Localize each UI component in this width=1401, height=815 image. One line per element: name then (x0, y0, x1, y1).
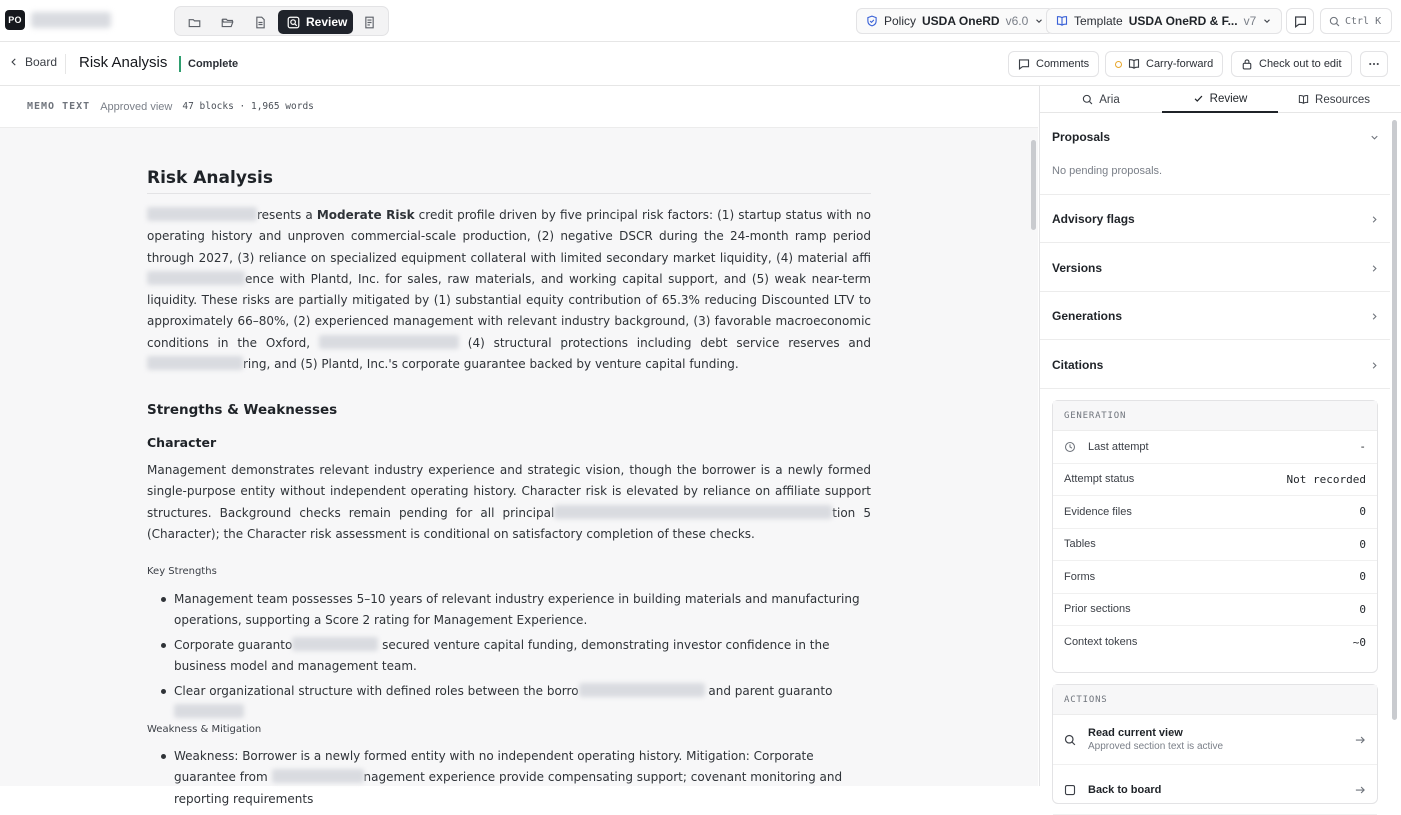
arrow-right-icon (1354, 784, 1366, 796)
citations-section[interactable] (1040, 340, 1390, 389)
generation-row (1053, 464, 1377, 497)
comment-icon (1018, 58, 1030, 70)
back-to-board-link[interactable] (9, 55, 57, 69)
strength-text-a: Clear organizational structure with defined roles between the borro (174, 684, 579, 698)
heading-strengths: Strengths & Weaknesses (147, 402, 338, 418)
redacted-text (292, 637, 378, 651)
book-icon (1056, 15, 1068, 27)
intro-text-c: ence with Plantd, Inc. for sales, raw materials, and working capital support, and (5) weak near-term liquidity. These risks are partially mitigated by (1) substantial equity contribution of 65.3% reducing Discounted LTV to approximately 66–80%, (2) experienced management with relevant industry background, (3) favorable macroeconomic conditions in the Oxford, (147, 271, 871, 350)
template-version: v7 (1243, 14, 1257, 28)
divider (65, 54, 66, 74)
memo-stats: 47 blocks · 1,965 words (182, 101, 314, 112)
character-text-b: tion 5 (Character); the Character risk assessment is conditional on satisfactory completion of these checks. (147, 505, 872, 541)
back-label: Board (25, 55, 58, 69)
weakness-label: Weakness & Mitigation (147, 724, 262, 735)
generation-row (1053, 594, 1377, 627)
chevron-right-icon (1369, 214, 1380, 225)
proposals-section[interactable] (1040, 114, 1390, 195)
carry-forward-label: Carry-forward (1146, 58, 1214, 70)
chevron-down-icon (1034, 16, 1044, 26)
policy-key: Policy (884, 14, 917, 28)
tab-resources-label: Resources (1315, 93, 1370, 106)
check-out-button[interactable] (1231, 51, 1352, 77)
folder-icon[interactable] (185, 13, 203, 31)
memo-label: MEMO TEXT (27, 101, 91, 112)
status-badge: Complete (179, 56, 238, 72)
redacted-text (554, 505, 832, 519)
template-value: USDA OneRD & F... (1128, 14, 1238, 28)
section-title: Generations (1052, 309, 1123, 323)
action-title: Back to board (1088, 783, 1162, 796)
tab-aria[interactable] (1040, 86, 1162, 113)
command-search[interactable] (1320, 8, 1392, 34)
generations-section[interactable] (1040, 292, 1390, 340)
strength-text-b: and parent guaranto (704, 684, 833, 698)
template-selector[interactable] (1046, 8, 1282, 34)
policy-selector[interactable] (856, 8, 1054, 34)
memo-header (0, 86, 1038, 128)
row-label: Context tokens (1064, 636, 1138, 649)
read-current-view-action[interactable] (1053, 715, 1377, 765)
more-button[interactable] (1360, 51, 1388, 77)
row-value: 0 (1359, 505, 1366, 519)
row-label: Forms (1064, 570, 1096, 583)
card-header: ACTIONS (1053, 685, 1377, 715)
tab-aria-label: Aria (1099, 93, 1120, 106)
section-title: Citations (1052, 358, 1104, 372)
book-icon (1128, 58, 1140, 70)
redacted-text (147, 356, 243, 370)
status-dot-icon (1115, 61, 1122, 68)
row-value: 0 (1359, 602, 1366, 616)
key-strengths-label: Key Strengths (147, 566, 217, 577)
page-title: Risk Analysis (79, 54, 168, 71)
review-mode-button[interactable] (278, 10, 353, 34)
tab-review-label: Review (1209, 92, 1248, 105)
redacted-text (147, 207, 257, 221)
chevron-left-icon (9, 57, 19, 67)
heading-character: Character (147, 435, 217, 450)
row-value: - (1359, 440, 1366, 454)
row-label: Evidence files (1064, 505, 1132, 518)
workspace-name-redacted (31, 12, 111, 28)
carry-forward-button[interactable] (1105, 51, 1223, 77)
empty-proposals: No pending proposals. (1052, 165, 1163, 177)
intro-text-b: credit profile driven by five principal risk factors: (1) startup status with no operating history and unproven commercial-scale production, (2) negative DSCR during the 24-month ramp period through 2027, (3) reliance on specialized equipment collateral with limited secondary market liquidity, (4) material affi (147, 208, 871, 265)
chevron-down-icon (1262, 16, 1272, 26)
intro-emphasis: Moderate Risk (316, 208, 415, 222)
document-icon[interactable] (251, 13, 269, 31)
tab-resources[interactable] (1278, 86, 1390, 113)
arrow-right-icon (1354, 734, 1366, 746)
advisory-flags-section[interactable] (1040, 195, 1390, 243)
policy-version: v6.0 (1005, 14, 1029, 28)
folder-open-icon[interactable] (218, 13, 236, 31)
intro-paragraph (147, 205, 871, 375)
generation-row (1053, 561, 1377, 594)
clock-icon (1064, 441, 1076, 453)
review-icon (287, 16, 300, 29)
intro-text-e: ring, and (5) Plantd, Inc.'s corporate guarantee backed by venture capital funding. (243, 357, 739, 372)
intro-text-a: resents a (257, 208, 317, 222)
row-value: ~0 (1352, 635, 1366, 649)
back-to-board-action[interactable] (1053, 765, 1377, 815)
row-value: Not recorded (1286, 472, 1366, 486)
check-out-label: Check out to edit (1259, 58, 1342, 70)
search-icon (1082, 94, 1093, 105)
mode-switcher (174, 6, 389, 36)
actions-card (1052, 684, 1378, 804)
search-icon (1329, 16, 1340, 27)
document-area (0, 128, 1038, 806)
chevron-down-icon (1369, 132, 1380, 143)
review-panel (1039, 86, 1400, 796)
chevron-right-icon (1369, 263, 1380, 274)
divider (147, 193, 871, 194)
lock-icon (1241, 58, 1253, 70)
policy-value: USDA OneRD (922, 14, 1000, 28)
template-key: Template (1074, 14, 1123, 28)
versions-section[interactable] (1040, 243, 1390, 292)
redacted-text (147, 271, 245, 285)
action-subtitle: Approved section text is active (1088, 741, 1224, 752)
generation-row (1053, 496, 1377, 529)
intro-text-d: (4) structural protections including debt service reserves and (458, 335, 871, 350)
check-icon (1193, 93, 1204, 104)
generation-row (1053, 431, 1377, 464)
search-icon (1064, 734, 1076, 746)
row-value: 0 (1359, 537, 1366, 551)
redacted-text (319, 335, 459, 349)
redacted-text (579, 683, 705, 697)
chat-icon (1294, 15, 1307, 28)
book-icon (1298, 94, 1309, 105)
generation-row (1053, 529, 1377, 562)
panel-tabs (1040, 86, 1401, 113)
chevron-right-icon (1369, 360, 1380, 371)
row-label: Attempt status (1064, 473, 1135, 486)
list-item (174, 681, 871, 724)
search-shortcut: Ctrl K (1345, 15, 1382, 27)
section-title: Versions (1052, 261, 1103, 275)
workspace-avatar[interactable]: PO (5, 10, 25, 30)
list-item (174, 746, 871, 810)
section-title: Proposals (1052, 130, 1111, 144)
weakness-text-a: Weakness: Borrower is a newly formed entity with no independent operating history. Mitigation: Corporate guarantee from (174, 749, 814, 785)
chevron-right-icon (1369, 311, 1380, 322)
more-icon (1368, 58, 1380, 70)
doc-title: Risk Analysis (147, 168, 273, 188)
row-value: 0 (1359, 570, 1366, 584)
board-icon (1064, 784, 1076, 796)
notes-icon[interactable] (360, 13, 378, 31)
action-title: Read current view (1088, 727, 1183, 739)
chat-button[interactable] (1286, 8, 1314, 34)
comments-label: Comments (1036, 58, 1090, 70)
strength-text-b: secured venture capital funding, demonstrating investor confidence in the business model and management team. (174, 638, 830, 674)
redacted-text (272, 769, 364, 783)
panel-scrollbar[interactable] (1392, 120, 1397, 720)
top-bar (0, 0, 1400, 42)
section-header-bar (0, 42, 1400, 86)
tab-review[interactable] (1162, 86, 1278, 113)
card-header: GENERATION (1053, 401, 1377, 431)
document-scroll-thumb[interactable] (1031, 140, 1036, 230)
list-item (174, 589, 871, 632)
shield-icon (866, 15, 878, 27)
generation-row (1053, 626, 1377, 659)
character-text-a: Management demonstrates relevant industry experience and strategic vision, though the borrower is a newly formed single-purpose entity without independent operating history. Character risk is elevated by reliance on affiliate support structures. Background checks remain pending for all principal (147, 463, 871, 520)
strength-text-a: Corporate guaranto (174, 638, 293, 652)
comments-button[interactable] (1008, 51, 1099, 77)
list-item (174, 635, 871, 678)
generation-card (1052, 400, 1378, 673)
row-label: Prior sections (1064, 603, 1131, 616)
section-title: Advisory flags (1052, 212, 1135, 226)
strength-text: Management team possesses 5–10 years of relevant industry experience in building materials and manufacturing operations, supporting a Score 2 rating for Management Experience. (174, 592, 860, 628)
row-label: Tables (1064, 538, 1096, 551)
row-label: Last attempt (1088, 440, 1149, 453)
redacted-text (174, 704, 244, 718)
character-paragraph (147, 460, 871, 545)
memo-view: Approved view (100, 100, 173, 113)
review-mode-label: Review (306, 15, 348, 29)
weakness-text-b: nagement experience provide compensating support; covenant monitoring and reporting requirements (174, 770, 843, 806)
